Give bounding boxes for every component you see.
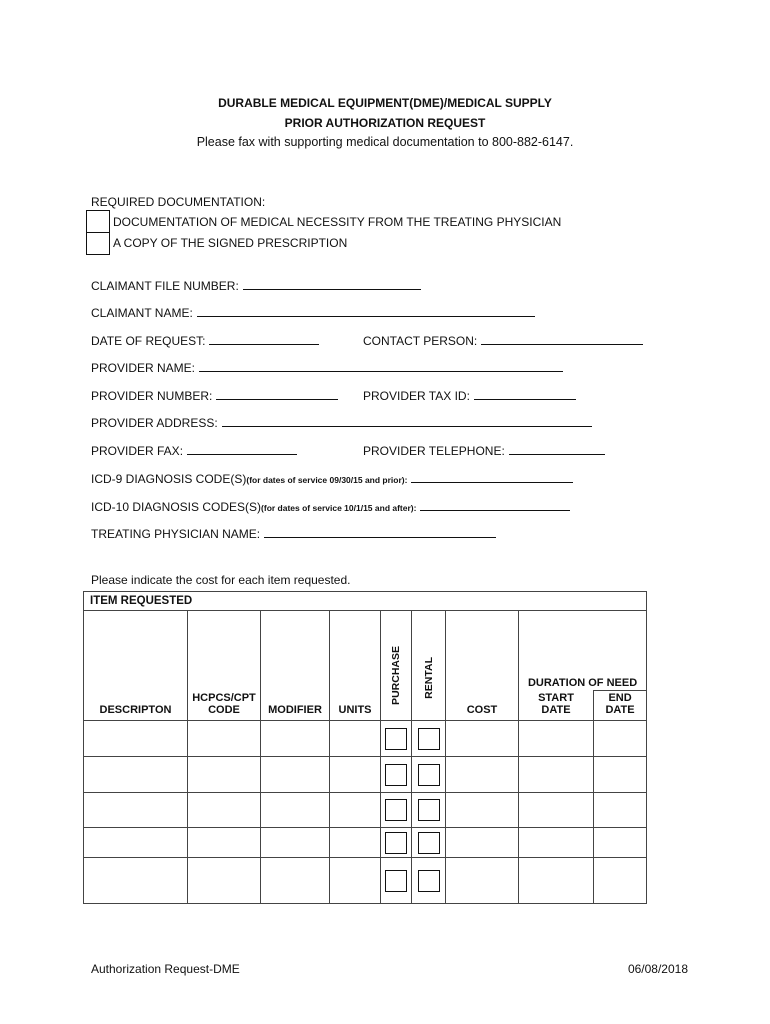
end-date-cell[interactable]	[594, 858, 647, 904]
hcpcs-cell[interactable]	[188, 858, 261, 904]
col-start-date: START DATE	[519, 691, 594, 721]
start-date-cell[interactable]	[519, 828, 594, 858]
purchase-checkbox[interactable]	[385, 728, 407, 750]
hcpcs-cell[interactable]	[188, 828, 261, 858]
col-duration: DURATION OF NEED	[519, 611, 647, 691]
provider-number-field[interactable]	[91, 387, 338, 403]
rental-checkbox[interactable]	[418, 728, 440, 750]
col-purchase: PURCHASE	[381, 611, 412, 721]
rental-checkbox[interactable]	[418, 870, 440, 892]
hcpcs-cell[interactable]	[188, 757, 261, 793]
date-of-request-label: DATE OF REQUEST:	[91, 334, 206, 348]
end-date-cell[interactable]	[594, 757, 647, 793]
col-cost: COST	[446, 611, 519, 721]
purchase-checkbox[interactable]	[385, 832, 407, 854]
provider-address-label: PROVIDER ADDRESS:	[91, 416, 218, 430]
contact-person-field[interactable]	[363, 332, 643, 348]
units-cell[interactable]	[330, 828, 381, 858]
provider-name-field[interactable]	[91, 359, 563, 375]
required-doc-2: A COPY OF THE SIGNED PRESCRIPTION	[113, 236, 348, 250]
cost-cell[interactable]	[446, 828, 519, 858]
description-cell[interactable]	[84, 793, 188, 828]
col-description: DESCRIPTON	[84, 611, 188, 721]
provider-tax-id-label: PROVIDER TAX ID:	[363, 389, 470, 403]
units-cell[interactable]	[330, 858, 381, 904]
purchase-checkbox[interactable]	[385, 799, 407, 821]
treating-physician-field[interactable]	[91, 525, 496, 541]
table-row	[84, 721, 647, 757]
units-cell[interactable]	[330, 757, 381, 793]
start-date-cell[interactable]	[519, 793, 594, 828]
units-cell[interactable]	[330, 721, 381, 757]
provider-telephone-field[interactable]	[363, 442, 605, 458]
icd10-note: (for dates of service 10/1/15 and after):	[261, 503, 417, 513]
start-date-cell[interactable]	[519, 721, 594, 757]
icd9-label: ICD-9 DIAGNOSIS CODE(S)	[91, 472, 247, 486]
provider-number-label: PROVIDER NUMBER:	[91, 389, 213, 403]
table-row	[84, 757, 647, 793]
start-date-cell[interactable]	[519, 757, 594, 793]
required-docs-heading: REQUIRED DOCUMENTATION:	[91, 195, 266, 209]
provider-telephone-label: PROVIDER TELEPHONE:	[363, 444, 505, 458]
items-table	[83, 591, 647, 904]
form-title-line1: DURABLE MEDICAL EQUIPMENT(DME)/MEDICAL SUPPLY	[218, 96, 552, 110]
items-instruction: Please indicate the cost for each item requested.	[91, 573, 351, 587]
table-row	[84, 793, 647, 828]
date-of-request-field[interactable]	[91, 332, 319, 348]
table-row	[84, 828, 647, 858]
description-cell[interactable]	[84, 721, 188, 757]
description-cell[interactable]	[84, 858, 188, 904]
modifier-cell[interactable]	[261, 828, 330, 858]
purchase-checkbox[interactable]	[385, 764, 407, 786]
cost-cell[interactable]	[446, 793, 519, 828]
hcpcs-cell[interactable]	[188, 793, 261, 828]
footer-form-name: Authorization Request-DME	[91, 962, 240, 976]
icd10-field[interactable]	[91, 498, 570, 514]
required-doc-1: DOCUMENTATION OF MEDICAL NECESSITY FROM THE TREATING PHYSICIAN	[113, 215, 562, 229]
claimant-file-number-field[interactable]	[91, 277, 421, 293]
table-row	[84, 858, 647, 904]
units-cell[interactable]	[330, 793, 381, 828]
icd9-field[interactable]	[91, 470, 573, 486]
contact-person-label: CONTACT PERSON:	[363, 334, 478, 348]
provider-fax-field[interactable]	[91, 442, 297, 458]
provider-fax-label: PROVIDER FAX:	[91, 444, 184, 458]
modifier-cell[interactable]	[261, 793, 330, 828]
description-cell[interactable]	[84, 757, 188, 793]
treating-physician-label: TREATING PHYSICIAN NAME:	[91, 527, 261, 541]
claimant-name-field[interactable]	[91, 304, 535, 320]
cost-cell[interactable]	[446, 721, 519, 757]
modifier-cell[interactable]	[261, 721, 330, 757]
required-doc-checkbox-2[interactable]	[86, 232, 110, 255]
hcpcs-cell[interactable]	[188, 721, 261, 757]
modifier-cell[interactable]	[261, 858, 330, 904]
modifier-cell[interactable]	[261, 757, 330, 793]
fax-instruction: Please fax with supporting medical documentation to 800-882-6147.	[196, 135, 574, 149]
col-end-date: END DATE	[594, 691, 647, 721]
provider-address-field[interactable]	[91, 414, 592, 430]
rental-checkbox[interactable]	[418, 832, 440, 854]
rental-checkbox[interactable]	[418, 799, 440, 821]
description-cell[interactable]	[84, 828, 188, 858]
icd10-label: ICD-10 DIAGNOSIS CODES(S)	[91, 500, 262, 514]
table-title: ITEM REQUESTED	[84, 592, 647, 611]
col-units: UNITS	[330, 611, 381, 721]
end-date-cell[interactable]	[594, 793, 647, 828]
rental-checkbox[interactable]	[418, 764, 440, 786]
claimant-file-number-label: CLAIMANT FILE NUMBER:	[91, 279, 239, 293]
end-date-cell[interactable]	[594, 721, 647, 757]
provider-tax-id-field[interactable]	[363, 387, 576, 403]
required-doc-checkbox-1[interactable]	[86, 210, 110, 233]
col-modifier: MODIFIER	[261, 611, 330, 721]
provider-name-label: PROVIDER NAME:	[91, 361, 196, 375]
footer-date: 06/08/2018	[627, 962, 688, 976]
cost-cell[interactable]	[446, 757, 519, 793]
col-hcpcs: HCPCS/CPT CODE	[188, 611, 261, 721]
cost-cell[interactable]	[446, 858, 519, 904]
icd9-note: (for dates of service 09/30/15 and prior):	[246, 475, 408, 485]
col-rental: RENTAL	[412, 611, 446, 721]
claimant-name-label: CLAIMANT NAME:	[91, 306, 193, 320]
form-title-line2: PRIOR AUTHORIZATION REQUEST	[284, 116, 486, 130]
purchase-checkbox[interactable]	[385, 870, 407, 892]
start-date-cell[interactable]	[519, 858, 594, 904]
end-date-cell[interactable]	[594, 828, 647, 858]
